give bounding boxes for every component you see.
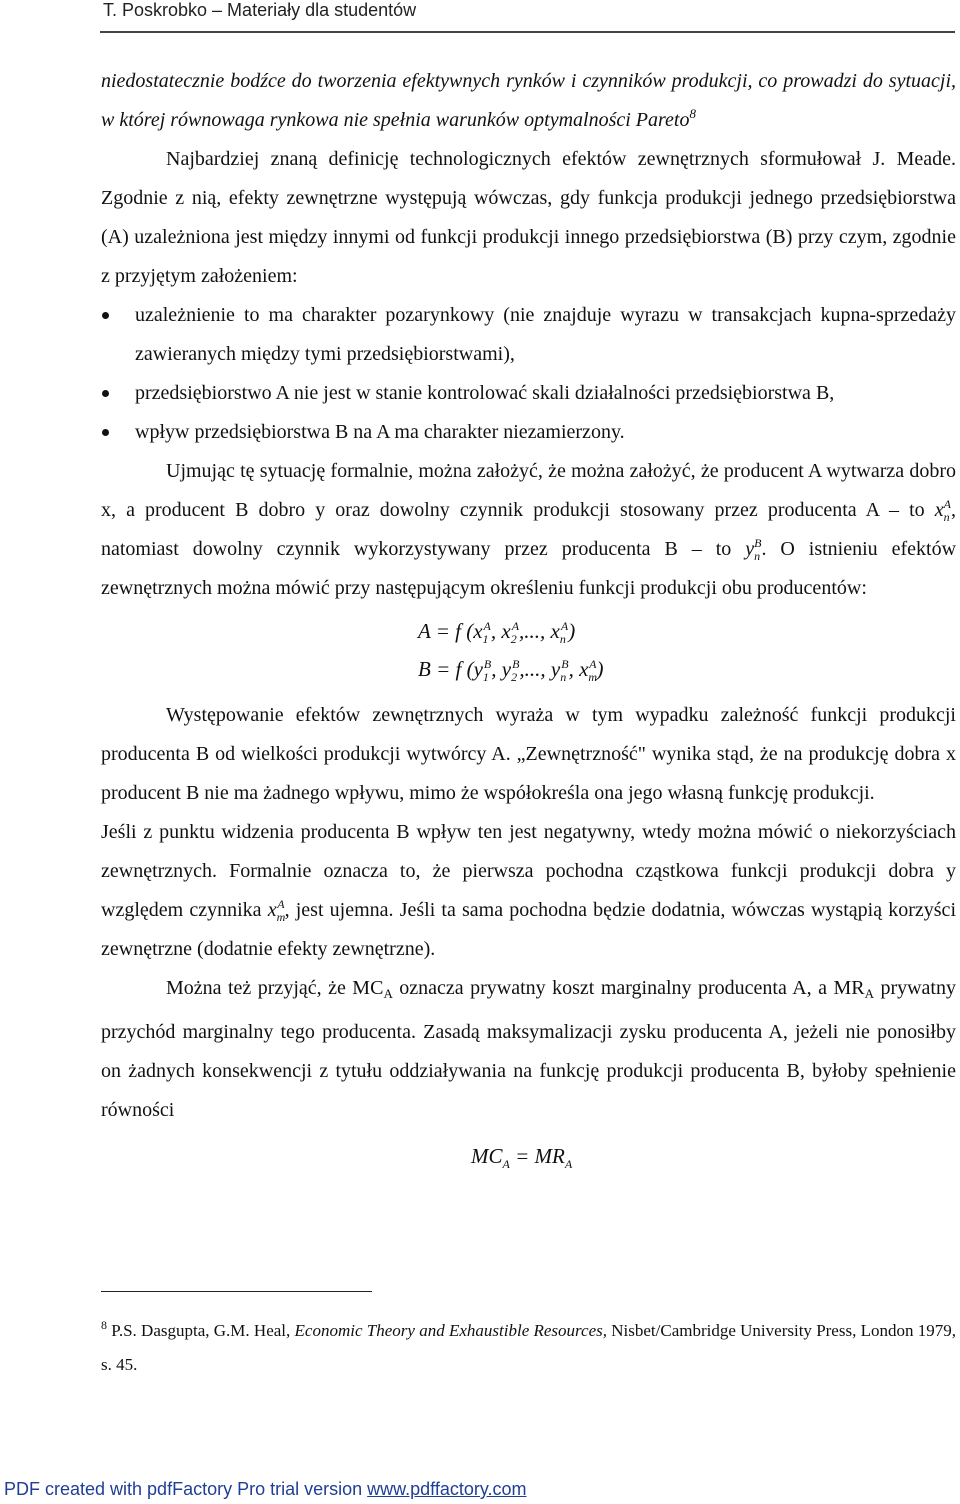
footnote-title: Economic Theory and Exhaustible Resources, [294,1321,607,1340]
pdf-footer-text: PDF created with pdfFactory Pro trial version [4,1479,368,1499]
conditions-list [101,296,956,452]
paragraph-3-part3: . O istnieniu efektów zewnętrznych można mówić przy następującym określeniu funkcji produkcji obu producentów: [101,538,957,599]
equation-b: B = f ($y_1^B$, $y_2^B$,..., $y_n^B$, $x_m^A$) [418,657,604,685]
footnote-number: 8 [101,1318,107,1332]
paragraph-3 [101,452,956,608]
pdf-factory-footer [4,1479,527,1500]
document-body [101,62,956,1176]
footnote-rule [101,1291,372,1292]
paragraph-6-part1: Można też przyjąć, że MC [166,977,384,999]
paragraph-4: Występowanie efektów zewnętrznych wyraża w tym wypadku zależność funkcji produkcji producenta B od wielkości produkcji wytwórcy A. „Zewnętrzność" wynika stąd, że na produkcję dobra x producent B nie ma żadnego wpływu, mimo że współokreśla ona jego własną funkcję produkcji. [101,704,956,804]
symbol-x-m-A: $x_m^A$ [267,897,286,924]
footnote-reference[interactable]: 8 [689,106,696,121]
header-rule [100,31,955,33]
paragraph-5-part1: Jeśli z punktu widzenia producenta B wpływ ten jest negatywny, wtedy można mówić o niekorzyściach zewnętrznych. Formalnie oznacza to, że pierwsza pochodna cząstkowa funkcji produkcji dobra y względem czynnika [101,821,956,921]
equation-a: A = f ($x_1^A$, $x_2^A$,..., $x_n^A$) [418,619,576,647]
paragraph-6-part2: oznacza prywatny koszt marginalny producenta A, a MR [392,977,865,999]
symbol-x-n-A: $x_n^A$ [934,497,951,524]
list-item: uzależnienie to ma charakter pozarynkowy (nie znajduje wyrazu w transakcjach kupna-sprzedaży zawieranych między tymi przedsiębiorstwami), [101,296,956,374]
paragraph-3-part2: , natomiast dowolny czynnik wykorzystywany przez producenta B – to [101,499,956,560]
paragraph-2: Najbardziej znaną definicję technologicznych efektów zewnętrznych sformułował J. Meade. Zgodnie z nią, efekty zewnętrzne występują wówczas, gdy funkcja produkcji jednego przedsiębiorstwa (A) uzależniona jest między innymi od funkcji produkcji innego przedsiębiorstwa (B) przy czym, zgodnie z przyjętym założeniem: [101,148,956,287]
subscript-a: A [383,986,393,1001]
paragraph-6 [101,969,956,1130]
footnote [101,1314,956,1382]
paragraph-1-text: niedostatecznie bodźce do tworzenia efektywnych rynków i czynników produkcji, co prowadzi do sytuacji, w której równowaga rynkowa nie spełnia warunków optymalności Pareto [101,70,956,131]
pdffactory-link[interactable]: www.pdffactory.com [367,1479,527,1499]
subscript-a: A [864,986,874,1001]
symbol-y-n-B: $y_n^B$ [745,536,762,563]
footnote-authors: P.S. Dasgupta, G.M. Heal, [111,1321,295,1340]
production-functions [418,612,956,688]
paragraph-3-part1: Ujmując tę sytuację formalnie, można założyć, że można założyć, że producent A wytwarza dobro x, a producent B dobro y oraz dowolny czynnik produkcji stosowany przez producenta A – to [101,460,956,521]
paragraph-6-part3: prywatny przychód marginalny tego producenta. Zasadą maksymalizacji zysku producenta A, jeżeli nie ponosiłby on żadnych konsekwencji z tytułu oddziaływania na funkcję produkcji producenta B, byłoby spełnienie równości [101,977,956,1121]
list-item: wpływ przedsiębiorstwa B na A ma charakter niezamierzony. [101,413,956,452]
running-header: T. Poskrobko – Materiały dla studentów [103,0,417,20]
equation-mc-mr: $MC_A = MR_A$ [471,1144,573,1172]
paragraph-5-part2: , jest ujemna. Jeśli ta sama pochodna będzie dodatnia, wówczas wystąpią korzyści zewnętrzne (dodatnie efekty zewnętrzne). [101,899,956,960]
footnote-rest: Nisbet/Cambridge University Press, London 1979, s. 45. [101,1321,956,1374]
paragraph-1 [101,62,956,140]
list-item: przedsiębiorstwo A nie jest w stanie kontrolować skali działalności przedsiębiorstwa B, [101,374,956,413]
paragraph-5 [101,813,956,969]
